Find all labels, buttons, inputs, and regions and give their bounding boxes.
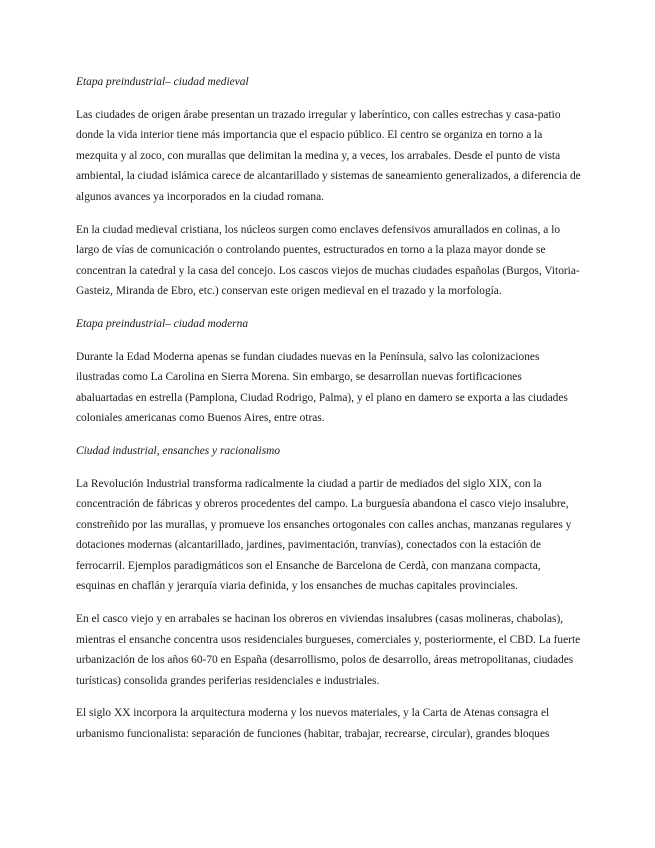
section-heading: Ciudad industrial, ensanches y racionalismo [76,444,281,457]
paragraph: En la ciudad medieval cristiana, los núcleos surgen como enclaves defensivos amurallados en colinas, a lo largo de vías de comunicación o controlando puentes, estructurados en torno a la plaza mayor donde se concentran la catedral y la casa del concejo. Los cascos viejos de muchas ciudades españolas (Burgos, Vitoria-Gasteiz, Miranda de Ebro, etc.) conservan este origen medieval en el trazado y la morfología. [76,223,580,298]
document-page [76,72,581,757]
paragraph: En el casco viejo y en arrabales se hacinan los obreros en viviendas insalubres (casas molineras, chabolas), mientras el ensanche concentra usos residenciales burgueses, comerciales y, posteriormente, el CBD. La fuerte urbanización de los años 60-70 en España (desarrollismo, polos de desarrollo, áreas metropolitanas, ciudades turísticas) consolida grandes periferias residenciales e industriales. [76,613,581,687]
paragraph: El siglo XX incorpora la arquitectura moderna y los nuevos materiales, y la Carta de Atenas consagra el urbanismo funcionalista: separación de funciones (habitar, trabajar, recrearse, circular), grandes bloques [76,707,550,741]
section-heading: Etapa preindustrial– ciudad medieval [76,76,249,88]
paragraph: La Revolución Industrial transforma radicalmente la ciudad a partir de mediados del siglo XIX, con la concentración de fábricas y obreros procedentes del campo. La burguesía abandona el casco viejo insalubre, constreñido por las murallas, y promueve los ensanches ortogonales con calles anchas, manzanas regulares y dotaciones modernas (alcantarillado, jardines, pavimentación, tranvías), conectados con la estación de ferrocarril. Ejemplos paradigmáticos son el Ensanche de Barcelona de Cerdà, con manzana compacta, esquinas en chaflán y jerarquía viaria definida, y los ensanches de muchas capitales provinciales. [76,477,572,593]
paragraph: Las ciudades de origen árabe presentan un trazado irregular y laberíntico, con calles estrechas y casa-patio donde la vida interior tiene más importancia que el espacio público. El centro se organiza en torno a la mezquita y al zoco, con murallas que delimitan la medina y, a veces, los arrabales. Desde el punto de vista ambiental, la ciudad islámica carece de alcantarillado y sistemas de saneamiento generalizados, a diferencia de algunos avances ya incorporados en la ciudad romana. [76,108,581,203]
section-heading: Etapa preindustrial– ciudad moderna [76,317,249,330]
paragraph: Durante la Edad Moderna apenas se fundan ciudades nuevas en la Península, salvo las colonizaciones ilustradas como La Carolina en Sierra Morena. Sin embargo, se desarrollan nuevas fortificaciones abaluartadas en estrella (Pamplona, Ciudad Rodrigo, Palma), y el plano en damero se exporta a las ciudades coloniales americanas como Buenos Aires, entre otras. [76,350,568,425]
